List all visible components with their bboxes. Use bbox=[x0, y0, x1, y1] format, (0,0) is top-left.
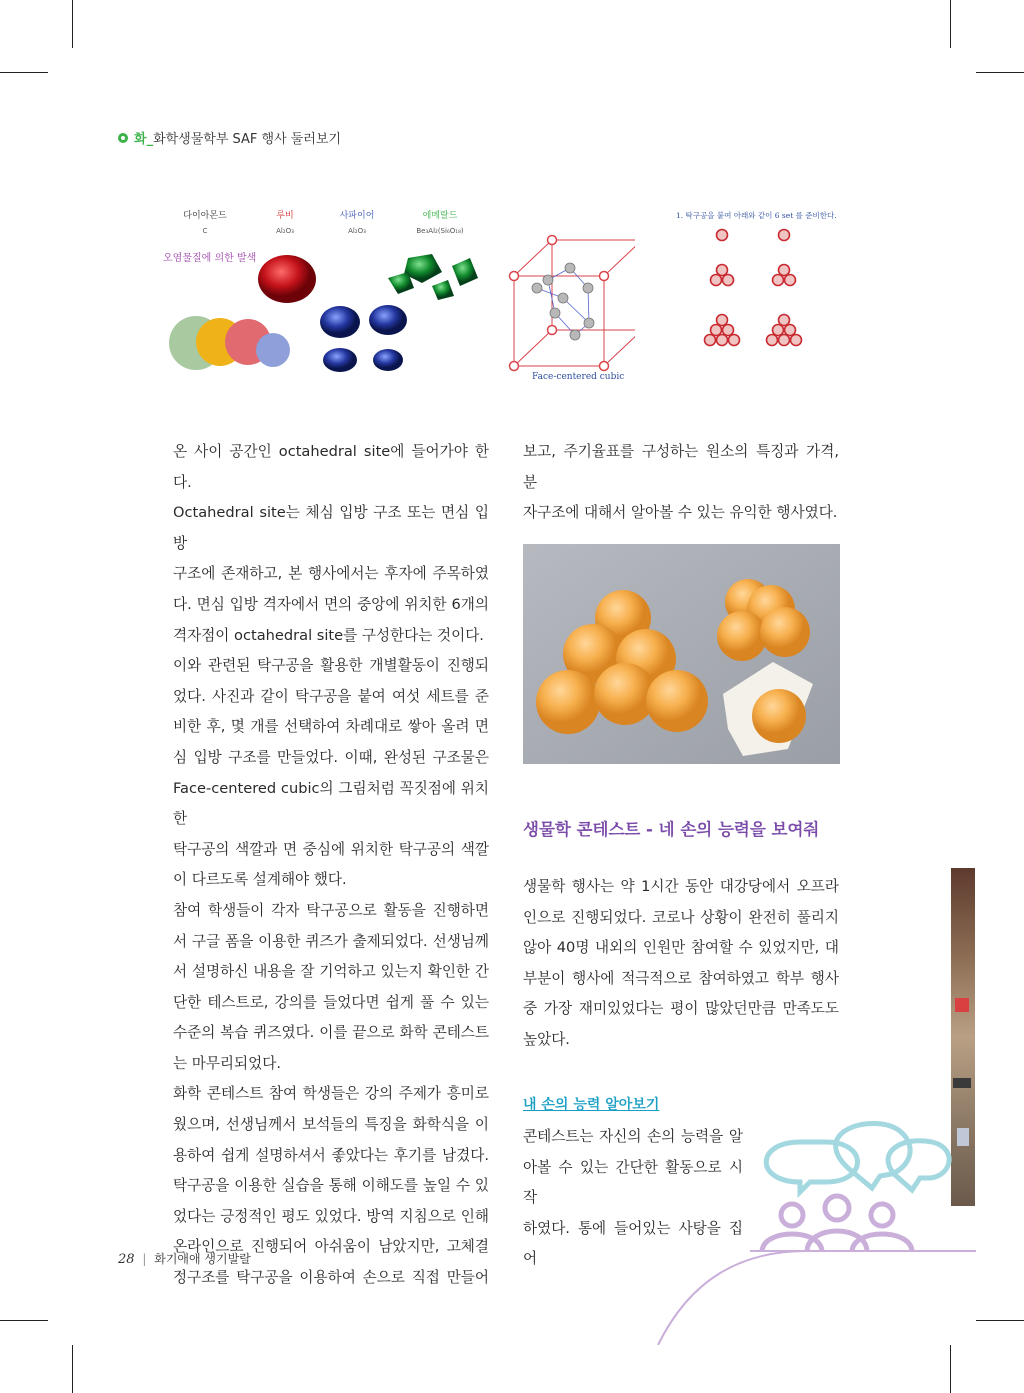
gem-name-sapphire: 사파이어 bbox=[339, 211, 375, 221]
text-line: 는 마무리되었다. bbox=[173, 1054, 281, 1072]
text-line: 보고, 주기율표를 구성하는 원소의 특징과 가격, 분 bbox=[523, 443, 839, 491]
text-line: 온라인으로 진행되어 아쉬움이 남았지만, 고체결 bbox=[173, 1238, 489, 1256]
fcc-caption: Face-centered cubic bbox=[532, 372, 625, 382]
right-column-intro-text bbox=[523, 437, 839, 529]
text-line: 이 다르도록 설계해야 했다. bbox=[173, 871, 347, 889]
biology-contest-text bbox=[523, 872, 839, 1056]
gem-formula-ruby: Al₂O₃ bbox=[276, 227, 294, 235]
magazine-title: 화기애애 생기발랄 bbox=[154, 1252, 251, 1266]
people-speech-bubble-illustration bbox=[650, 1120, 976, 1345]
header-prefix: 화 bbox=[134, 132, 147, 147]
page-footer bbox=[118, 1250, 251, 1267]
text-line: 생물학 행사는 약 1시간 동안 대강당에서 오프라 bbox=[523, 878, 839, 895]
text-line: 화학 콘테스트 참여 학생들은 강의 주제가 흥미로 bbox=[173, 1085, 489, 1103]
page-number: 28 bbox=[118, 1252, 135, 1267]
text-line: 중 가장 재미있었다는 평이 많았던만큼 만족도도 bbox=[523, 1000, 839, 1018]
gem-name-ruby: 루비 bbox=[276, 211, 294, 221]
gem-name-diamond: 다이아몬드 bbox=[183, 211, 227, 221]
text-line: 자구조에 대해서 알아볼 수 있는 유익한 행사였다. bbox=[523, 504, 838, 522]
text-line: 구조에 존재하고, 본 행사에서는 후자에 주목하였 bbox=[173, 565, 489, 583]
text-line: 탁구공을 이용한 실습을 통해 이해도를 높일 수 있 bbox=[173, 1177, 489, 1195]
text-line: Octahedral site는 체심 입방 구조 또는 면심 입방 bbox=[173, 504, 489, 552]
text-line: 콘테스트는 자신의 손의 능력을 알 bbox=[523, 1128, 743, 1145]
header-title: 화학생물학부 SAF 행사 둘러보기 bbox=[153, 132, 342, 147]
fcc-cube-diagram bbox=[505, 228, 635, 388]
text-line: 었다는 긍정적인 평도 있었다. 방역 지침으로 인해 bbox=[173, 1207, 489, 1225]
header-separator: _ bbox=[146, 132, 154, 147]
gem-formula-emerald: Be₃Al₂(Si₆O₁₈) bbox=[416, 227, 464, 235]
text-line: 하였다. 통에 들어있는 사탕을 집어 bbox=[523, 1219, 743, 1268]
running-header bbox=[118, 128, 341, 147]
gem-figure bbox=[160, 205, 480, 390]
ball-setup-caption: 1. 탁구공을 붙여 아래와 같이 6 set 를 준비한다. bbox=[676, 211, 837, 220]
text-line: 탁구공의 색깔과 면 중심에 위치한 탁구공의 색깔 bbox=[173, 840, 489, 858]
text-line: 었다. 사진과 같이 탁구공을 붙여 여섯 세트를 준 bbox=[173, 687, 489, 705]
gem-photos bbox=[160, 250, 480, 390]
section-title: 생물학 콘테스트 - 네 손의 능력을 보여줘 bbox=[523, 820, 820, 839]
text-line: 이와 관련된 탁구공을 활용한 개별활동이 진행되 bbox=[173, 657, 489, 675]
text-line: 서 구글 폼을 이용한 퀴즈가 출제되었다. 선생님께 bbox=[173, 932, 489, 950]
text-line: Face-centered cubic의 그림처럼 꼭짓점에 위치한 bbox=[173, 779, 489, 828]
text-line: 정구조를 탁구공을 이용하여 손으로 직접 만들어 bbox=[173, 1269, 489, 1287]
text-line: 온 사이 공간인 octahedral site에 들어가야 한다. bbox=[173, 443, 489, 491]
text-line: 격자점이 octahedral site를 구성한다는 것이다. bbox=[173, 626, 484, 644]
text-line: 심 입방 구조를 만들었다. 이때, 완성된 구조물은 bbox=[173, 748, 489, 766]
gem-formula-sapphire: Al₂O₃ bbox=[348, 227, 366, 235]
ping-pong-ball-photo bbox=[523, 544, 840, 764]
text-line: 참여 학생들이 각자 탁구공으로 활동을 진행하면 bbox=[173, 901, 489, 919]
text-line: 웠으며, 선생님께서 보석들의 특징을 화학식을 이 bbox=[173, 1116, 489, 1134]
text-line: 단한 테스트로, 강의를 들었다면 쉽게 풀 수 있는 bbox=[173, 993, 489, 1011]
ball-sets-diagram bbox=[695, 224, 815, 352]
gem-name-emerald: 에메랄드 bbox=[422, 211, 458, 221]
gem-formula-diamond: C bbox=[202, 227, 208, 235]
text-line: 비한 후, 몇 개를 선택하여 차례대로 쌓아 올려 면 bbox=[173, 718, 489, 736]
subheading: 내 손의 능력 알아보기 bbox=[523, 1097, 660, 1113]
text-line: 용하여 쉽게 설명하셔서 좋았다는 후기를 남겼다. bbox=[173, 1146, 489, 1164]
left-column-text bbox=[173, 437, 489, 1294]
impurity-caption: 오염물질에 의한 발색 bbox=[163, 253, 257, 264]
circle-bullet-icon bbox=[118, 133, 128, 143]
text-line: 않아 40명 내외의 인원만 참여할 수 있었지만, 대 bbox=[523, 939, 839, 957]
text-line: 다. 면심 입방 격자에서 면의 중앙에 위치한 6개의 bbox=[173, 595, 489, 613]
text-line: 서 설명하신 내용을 잘 기억하고 있는지 확인한 간 bbox=[173, 963, 489, 981]
text-line: 아볼 수 있는 간단한 활동으로 시작 bbox=[523, 1158, 743, 1207]
text-line: 수준의 복습 퀴즈였다. 이를 끝으로 화학 콘테스트 bbox=[173, 1024, 489, 1042]
text-line: 높았다. bbox=[523, 1030, 570, 1048]
text-line: 인으로 진행되었다. 코로나 상황이 완전히 풀리지 bbox=[523, 908, 839, 926]
text-line: 부분이 행사에 적극적으로 참여하였고 학부 행사 bbox=[523, 969, 839, 987]
footer-separator: | bbox=[142, 1252, 147, 1266]
